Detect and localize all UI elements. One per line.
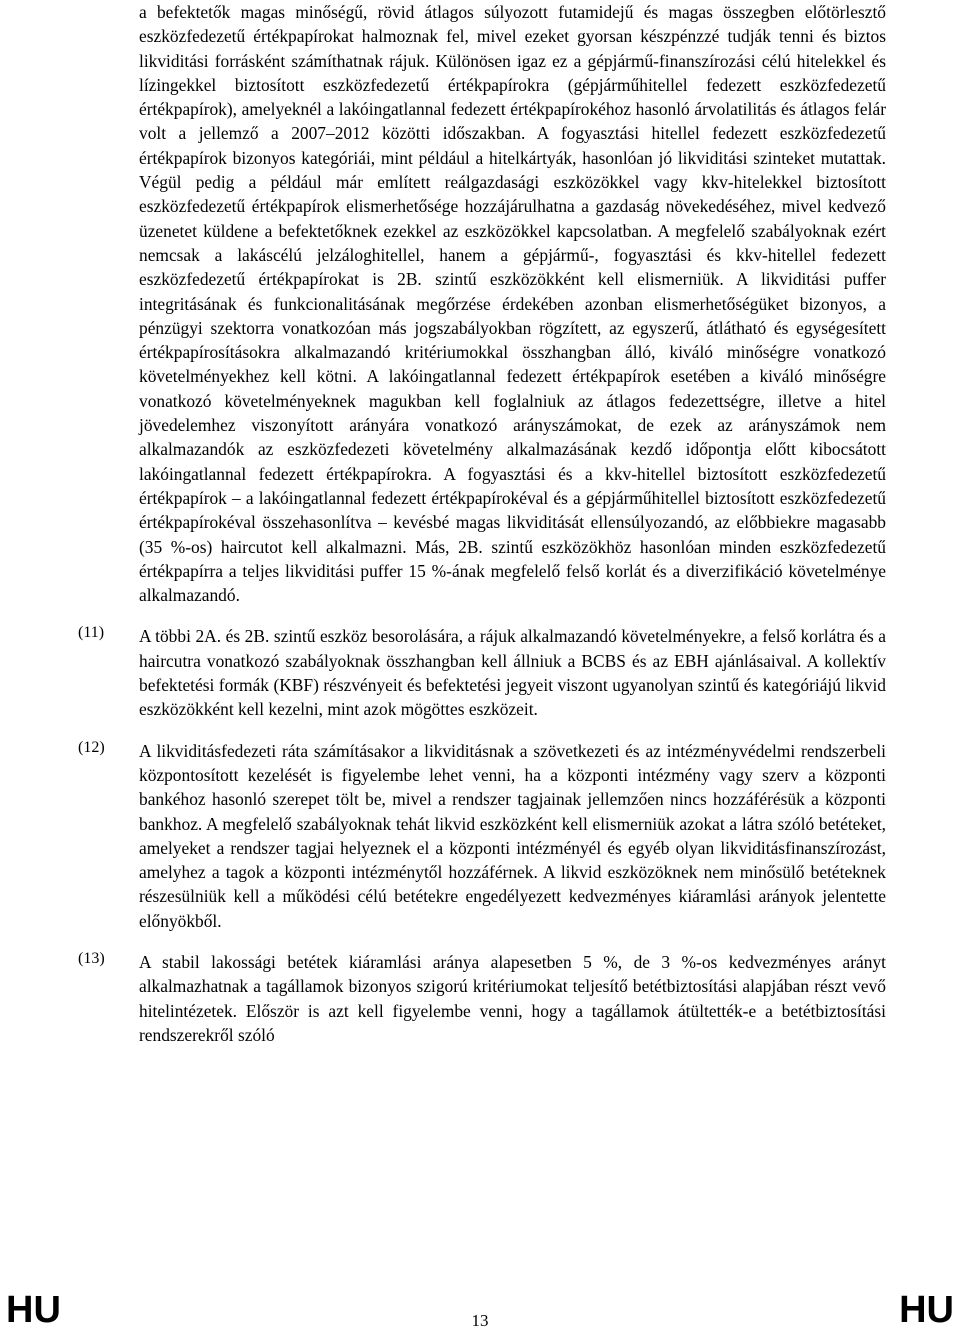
recital-12 (78, 739, 886, 933)
recital-number: (12) (78, 738, 105, 756)
recital-text: A többi 2A. és 2B. szintű eszköz besorolására, a rájuk alkalmazandó követelményekre, a felső korlátra és a haircutra vonatkozó szabályoknak összhangban kell állniuk a BCBS és az EBH ajánlásaival. A kollektív befektetési formák (KBF) részvényeit és befektetési jegyeit viszont ugyanolyan szintű és kategóriájú likvid eszközökként kell kezelni, mint azok mögöttes eszközeit. (139, 626, 886, 720)
footer-language-left: HU (6, 1289, 61, 1331)
page-number: 13 (471, 1311, 489, 1330)
recital-text: A stabil lakossági betétek kiáramlási aránya alapesetben 5 %, de 3 %-os kedvezményes arányt alkalmazhatnak a tagállamok bizonyos szigorú kritériumokat teljesítő betétbiztosítási alapjában részt vevő hitelintézetek. Először is azt kell figyelembe venni, hogy a tagállamok átültették-e a betétbiztosítási rendszerekről szóló (139, 951, 886, 1045)
recital-number: (11) (78, 624, 105, 642)
recital-11 (78, 624, 886, 721)
document-body (78, 0, 886, 1047)
recital-text: A likviditásfedezeti ráta számításakor a likviditásnak a szövetkezeti és az intézményvédelmi rendszerbeli központosított kezelését is figyelembe lehet venni, ha a központi intézmény vagy szerv a központi bankéhoz hasonló szerepet tölt be, mivel a rendszer tagjainak jellemzően nincs hozzáférésük a központi bankhoz. A megfelelő szabályoknak tehát likvid eszközként kell elismerniük azokat a látra szóló betéteket, amelyeket a rendszer tagjai helyeznek el a központi intézményél és egyéb olyan likviditásfinanszírozást, amelyhez a tagok a központi intézménytől hozzáférnek. A likvid eszközöknek nem minősülő betéteknek részesülniük kell a működési célú betétekre engedélyezett kedvezményes kiáramlási arányok jelentette előnyökből. (139, 740, 886, 931)
recital-number: (13) (78, 949, 105, 967)
recital-13 (78, 950, 886, 1047)
continued-paragraph: a befektetők magas minőségű, rövid átlagos súlyozott futamidejű és magas összegben előtörlesztő eszközfedezetű értékpapírokat halmoznak fel, mivel ezeket gyorsan készpénzzé tudják tenni és biztos likviditási forrásként számíthatnak rájuk. Különösen igaz ez a gépjármű-finanszírozási célú hitelekkel és lízingekkel biztosított eszközfedezetű értékpapírokra (gépjárműhitellel fedezett eszközfedezetű értékpapírok), amelyeknél a lakóingatlannal fedezett értékpapírokéhoz hasonló árvolatilitás és átlagos felár volt a jellemző a 2007–2012 közötti időszakban. A fogyasztási hitellel fedezett eszközfedezetű értékpapírok bizonyos kategóriái, mint például a hitelkártyák, hasonlóan jó likviditási szinteket mutattak. Végül pedig a például már említett reálgazdasági eszközökkel vagy kkv-hitelekkel biztosított eszközfedezetű értékpapírok elismerhetősége hozzájárulhatna a gazdaság növekedéséhez, mivel kedvező üzenetet küldene a befektetőknek ezekkel az eszközökkel kapcsolatban. A megfelelő szabályoknak ezért nemcsak a lakáscélú jelzáloghitellel, hanem a gépjármű-, fogyasztási és kkv-hitellel fedezett eszközfedezetű értékpapírokat is 2B. szintű eszközökként kell elismerniük. A likviditási puffer integritásának és funkcionalitásának megőrzése érdekében azonban elismerhetőségüket bizonyos, a pénzügyi szektorra vonatkozóan más jogszabályokban rögzített, az egyszerű, átlátható és egységesített értékpapírosításokra alkalmazandó kritériumokkal összhangban álló, kiváló minőségre vonatkozó követelményekhez kell kötni. A lakóingatlannal fedezett értékpapírok esetében a kiváló minőségre vonatkozó követelményeknek magukban kell foglalniuk az átlagos fedezettségre, illetve a hitel jövedelemhez viszonyított arányára vonatkozó arányszámokat, de ezek az arányszámok nem alkalmazandók az eszközfedezeti követelmény alkalmazásának kezdő időpontja előtt kibocsátott lakóingatlannal fedezett értékpapírokra. A fogyasztási és a kkv-hitellel biztosított eszközfedezetű értékpapírok – a lakóingatlannal fedezett értékpapírokéval és a gépjárműhitellel biztosított eszközfedezetű értékpapírokéval összehasonlítva – kevésbé magas likviditását ellensúlyozandó, az előbbiekre magasabb (35 %-os) haircutot kell alkalmazni. Más, 2B. szintű eszközökhöz hasonlóan minden eszközfedezetű értékpapírra a teljes likviditási puffer 15 %-ának megfelelő felső korlát és a diverzifikáció követelménye alkalmazandó. (139, 2, 886, 606)
footer-language-right: HU (899, 1289, 954, 1331)
